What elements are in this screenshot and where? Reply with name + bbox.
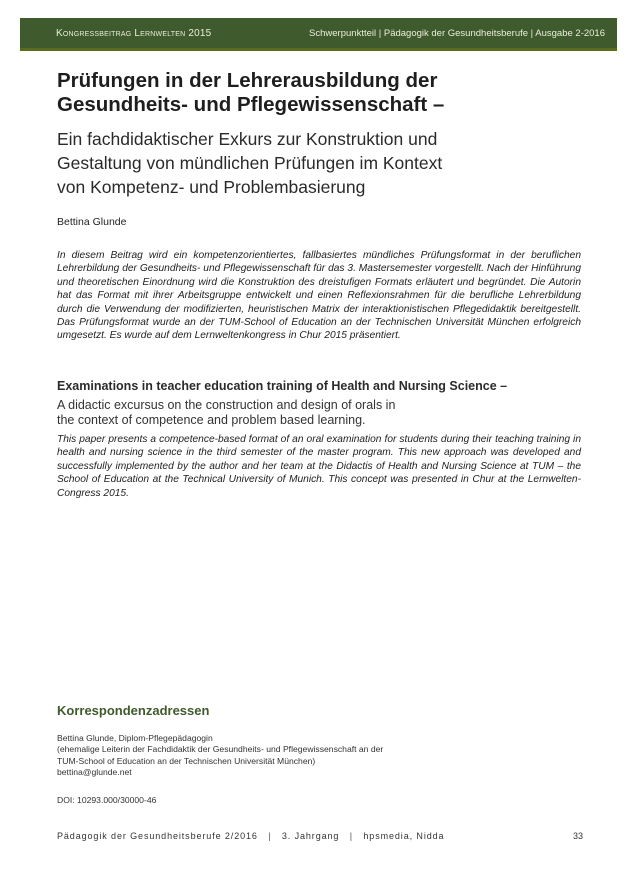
header-journal-info: Schwerpunktteil | Pädagogik der Gesundheitsberufe | Ausgabe 2-2016 xyxy=(309,28,605,39)
correspondence-address xyxy=(57,733,437,779)
running-header xyxy=(20,18,617,51)
subtitle-line: Ein fachdidaktischer Exkurs zur Konstruktion und xyxy=(57,129,438,149)
footer-publisher: hpsmedia, Nidda xyxy=(363,831,445,841)
footer-volume: 3. Jahrgang xyxy=(281,831,340,841)
abstract-english: This paper presents a competence-based format of an oral examination for students during their teaching training in health and nursing science in the third semester of the master program. This new approach was developed and successfully implemented by the author and her team at the Didactis of Health and Nursing Science at TUM – the School of Education at the Technical University of Munich. This concept was presented in Chur at the Lernwelten-Congress 2015. xyxy=(57,434,581,499)
subtitle-line: von Kompetenz- und Problembasierung xyxy=(57,177,366,197)
title-line: Prüfungen in der Lehrerausbildung der xyxy=(57,69,438,92)
address-line: (ehemalige Leiterin der Fachdidaktik der Gesundheits- und Pflegewissenschaft an der xyxy=(57,744,384,755)
correspondence-heading: Korrespondenzadressen xyxy=(57,703,210,718)
article-title xyxy=(57,69,527,117)
page-footer xyxy=(57,831,583,841)
footer-journal: Pädagogik der Gesundheitsberufe 2/2016 xyxy=(57,831,258,841)
english-subtitle-line: A didactic excursus on the construction and design of orals in xyxy=(57,398,396,412)
english-subtitle xyxy=(57,398,457,428)
page-number: 33 xyxy=(572,831,583,841)
address-line: Bettina Glunde, Diplom-Pflegepädagogin xyxy=(57,733,213,743)
title-line: Gesundheits- und Pflegewissenschaft – xyxy=(57,93,445,116)
header-section-label: Kongressbeitrag Lernwelten 2015 xyxy=(56,28,212,39)
english-title: Examinations in teacher education training of Health and Nursing Science – xyxy=(57,379,508,393)
author-name: Bettina Glunde xyxy=(57,216,127,228)
email-link[interactable]: bettina@glunde.net xyxy=(57,767,132,778)
doi: DOI: 10293.000/30000-46 xyxy=(57,795,157,805)
abstract-german: In diesem Beitrag wird ein kompetenzorientiertes, fallbasiertes mündliches Prüfungsformat in der beruflichen Lehrerbildung der Gesundheits- und Pflegewissenschaft für das 3. Mastersemester vorgestellt. Nach der Hinführung und theoretischen Einordnung wird die Konstruktion des dreistufigen Formats erläutert und begründet. Die Autorin hat das Format mit ihrer Arbeitsgruppe entwickelt und einen Reflexionsrahmen für die berufliche Lehrerbildung durch die Verwendung der modifizierten, heuristischen Matrix der interaktionistischen Pflegedidaktik bereitgestellt. Das Prüfungsformat wurde an der TUM-School of Education an der Technischen Universität München erfolgreich umgesetzt. Es wurde auf dem Lernweltenkongress in Chur 2015 präsentiert. xyxy=(57,250,581,342)
english-subtitle-line: the context of competence and problem based learning. xyxy=(57,413,366,427)
subtitle-line: Gestaltung von mündlichen Prüfungen im Kontext xyxy=(57,153,443,173)
footer-separator: | xyxy=(349,831,353,841)
footer-separator: | xyxy=(268,831,272,841)
address-line: TUM-School of Education an der Technischen Universität München) xyxy=(57,755,316,766)
article-subtitle xyxy=(57,127,537,199)
